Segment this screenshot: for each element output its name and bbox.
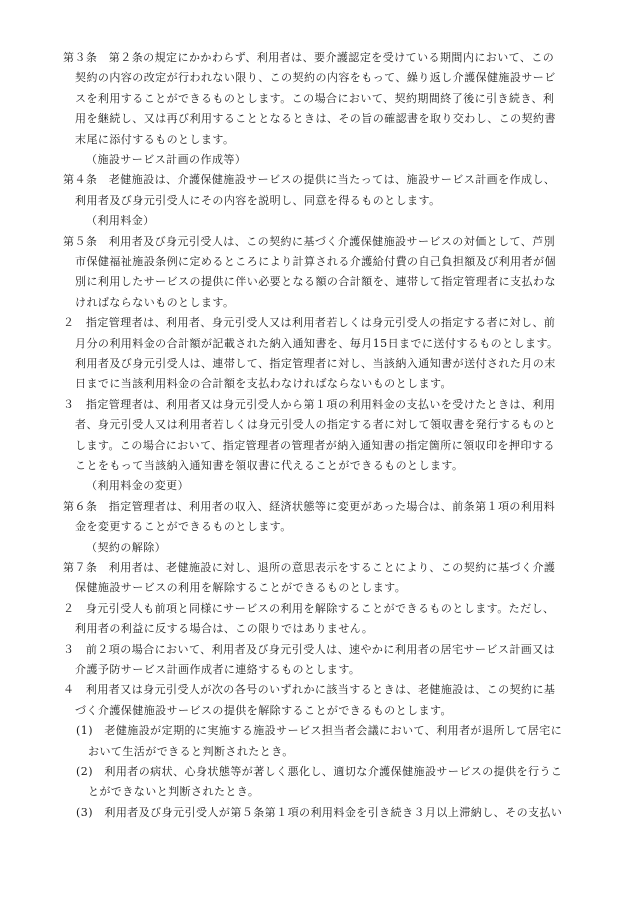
list-item-line: とができないと判断されたとき。 <box>88 785 260 799</box>
paragraph-line: 市保健福祉施設条例に定めるところにより計算される介護給付費の自己負担額及び利用者が個 <box>75 255 556 268</box>
paragraph-line: ２ 指定管理者は、利用者、身元引受人又は利用者若しくは身元引受人の指定する者に対し、前 <box>63 316 556 330</box>
paragraph-line: 介護予防サービス計画作成者に連絡するものとします。 <box>75 663 361 676</box>
paragraph-line: します。この場合において、指定管理者の管理者が納入通知書の指定箇所に領収印を押印する <box>75 438 555 452</box>
article-heading: （契約の解除） <box>86 540 167 554</box>
paragraph-line: 利用者の利益に反する場合は、この限りではありません。 <box>75 622 374 636</box>
paragraph-line: 利用者及び身元引受人は、連帯して、指定管理者に対し、当該納入通知書が送付された月の末 <box>75 357 556 370</box>
paragraph-line: ことをもって当該納入通知書を領収書に代えることができるものとします。 <box>75 459 464 472</box>
article-heading: （利用料金） <box>86 214 155 228</box>
paragraph-line: 第３条 第２条の規定にかかわらず、利用者は、要介護認定を受けている期間内において、この <box>63 51 555 64</box>
paragraph-line: 者、身元引受人又は利用者若しくは身元引受人の指定する者に対して領収書を発行するものと <box>75 418 556 432</box>
paragraph-line: スを利用することができるものとします。この場合において、契約期間終了後に引き続き、利 <box>75 91 555 105</box>
paragraph-line: 第４条 老健施設は、介護保健施設サービスの提供に当たっては、施設サービス計画を作成し、 <box>63 173 556 187</box>
paragraph-line: づく介護保健施設サービスの提供を解除することができるものとします。 <box>75 703 452 717</box>
list-item-line: おいて生活ができると判断されたとき。 <box>88 744 294 758</box>
paragraph-line: ２ 身元引受人も前項と同様にサービスの利用を解除することができるものとします。ただし、 <box>63 601 555 615</box>
paragraph-line: ければならないものとします。 <box>75 295 235 309</box>
paragraph-line: ３ 指定管理者は、利用者又は身元引受人から第１項の利用料金の支払いを受けたときは、利用 <box>63 397 556 411</box>
paragraph-line: 第６条 指定管理者は、利用者の収入、経済状態等に変更があった場合は、前条第１項の利用料 <box>63 499 556 513</box>
paragraph-line: 契約の内容の改定が行われない限り、この契約の内容をもって、繰り返し介護保健施設サービ <box>75 71 556 85</box>
paragraph-line: 日までに当該利用料金の合計額を支払わなければならないものとします。 <box>75 377 452 391</box>
article-heading: （利用料金の変更） <box>86 479 190 493</box>
paragraph-line: 第７条 利用者は、老健施設に対し、退所の意思表示をすることにより、この契約に基づく介護 <box>63 561 556 574</box>
paragraph-line: 月分の利用料金の合計額が記載された納入通知書を、毎月15日までに送付するものとします。 <box>75 336 559 350</box>
paragraph-line: 用を継続し、又は再び利用することとなるときは、その旨の確認書を取り交わし、この契約書 <box>75 112 556 126</box>
paragraph-line: ３ 前２項の場合において、利用者及び身元引受人は、速やかに利用者の居宅サービス計画又は <box>63 642 556 656</box>
paragraph-line: 第５条 利用者及び身元引受人は、この契約に基づく介護保健施設サービスの対価として、芦別 <box>63 234 556 248</box>
article-heading: （施設サービス計画の作成等） <box>86 153 247 166</box>
paragraph-line: ４ 利用者又は身元引受人が次の各号のいずれかに該当するときは、老健施設は、この契約に基 <box>63 683 556 697</box>
paragraph-line: 保健施設サービスの利用を解除することができるものとします。 <box>75 581 407 595</box>
paragraph-line: 利用者及び身元引受人にその内容を説明し、同意を得るものとします。 <box>75 193 441 207</box>
list-item-line: (1) 老健施設が定期的に実施する施設サービス担当者会議において、利用者が退所して居宅に <box>76 724 563 738</box>
paragraph-line: 末尾に添付するものとします。 <box>75 132 235 146</box>
list-item-line: (3) 利用者及び身元引受人が第５条第１項の利用料金を引き続き３月以上滞納し、その支払い <box>76 805 563 819</box>
paragraph-line: 別に利用したサービスの提供に伴い必要となる額の合計額を、連帯して指定管理者に支払わな <box>75 275 556 289</box>
list-item-line: (2) 利用者の病状、心身状態等が著しく悪化し、適切な介護保健施設サービスの提供を行うこ <box>76 765 563 778</box>
paragraph-line: 金を変更することができるものとします。 <box>75 520 292 534</box>
